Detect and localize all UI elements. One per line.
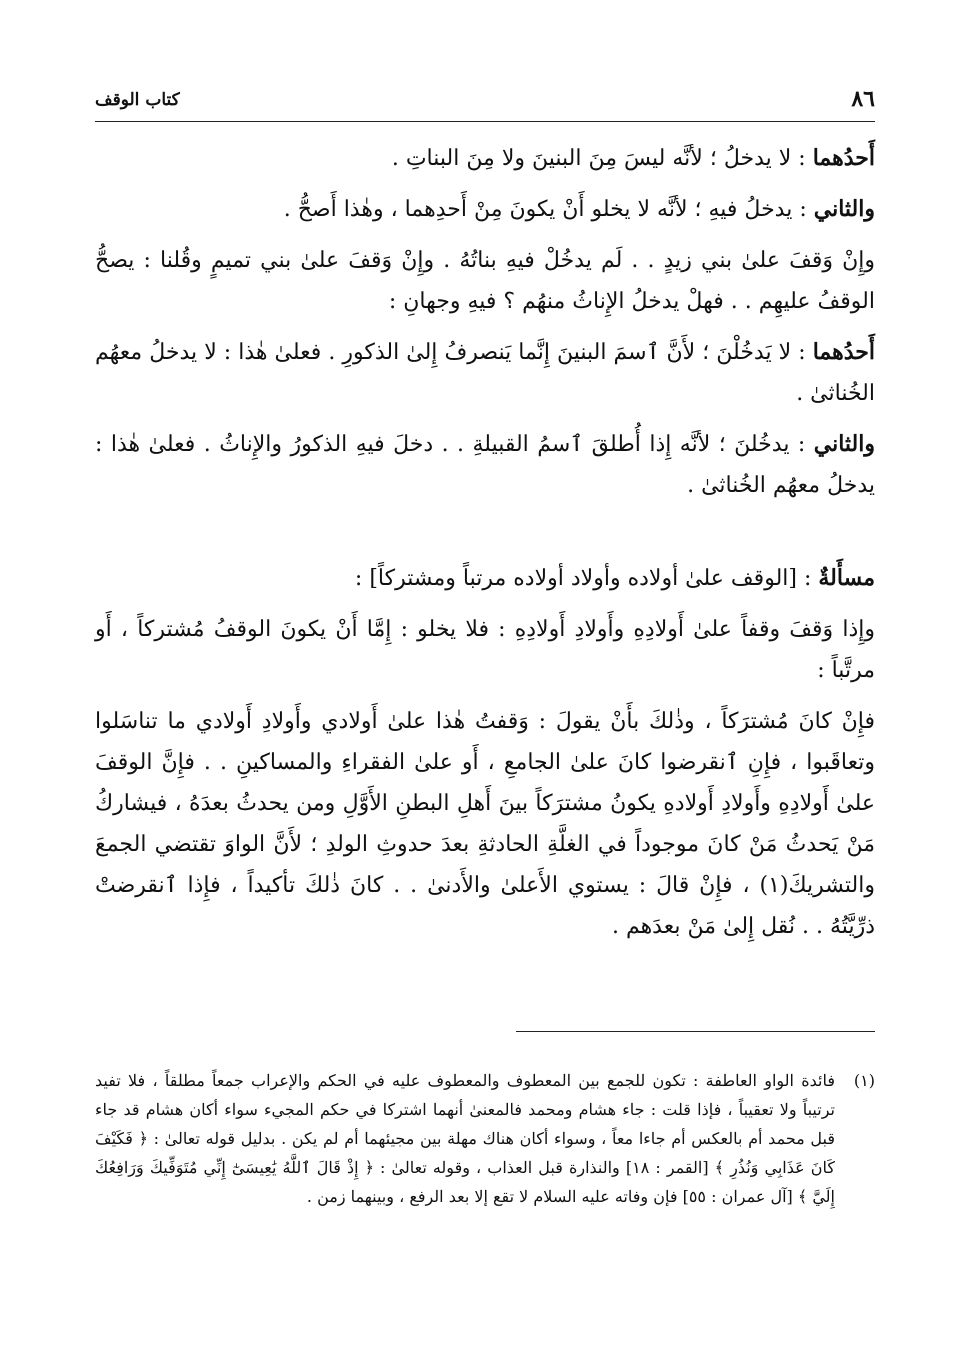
paragraph-text: : لا يدخلُ ؛ لأنَّه ليسَ مِنَ البنينَ ولا مِنَ البناتِ .: [391, 146, 813, 171]
paragraph-term: والثاني: [813, 431, 875, 457]
paragraph-term: أَحدُهما: [812, 339, 875, 365]
paragraph-first-opinion: [95, 138, 875, 179]
page-header: [95, 86, 875, 116]
masala-title: : [الوقف علىٰ أولاده وأولاد أولاده مرتباً ومشتركاً] :: [354, 566, 819, 591]
paragraph-text: : يدخلُ فيهِ ؛ لأنَّه لا يخلو أَنْ يكونَ مِنْ أَحدِهما ، وهٰذا أَصحُّ .: [283, 197, 814, 222]
footnote-number: (١): [853, 1071, 875, 1090]
paragraph-second-view: [95, 424, 875, 506]
masala-label: مسأَلةٌ: [818, 565, 875, 591]
masala-heading: [95, 558, 875, 599]
masala-paragraph-intro: وإِذا وَقفَ وقفاً علىٰ أَولادِهِ وأَولادِ أَولادِهِ : فلا يخلو : إِمَّا أَنْ يكونَ الوقفُ مُشتركاً ، أَو مرتَّباً :: [95, 617, 875, 683]
paragraph-term: والثاني: [813, 196, 875, 222]
page-number: ٨٦: [851, 86, 875, 112]
footnote: [95, 1066, 875, 1211]
main-text: [95, 138, 875, 957]
paragraph-first-view: [95, 332, 875, 414]
paragraph-text: وإِنْ وَقفَ علىٰ بني زيدٍ . . لَم يدخُلْ فيهِ بناتُهُ . وإِنْ وَقفَ علىٰ بني تميمٍ وقُلنا : يصحُّ الوقفُ عليهِم . . فهلْ يدخلُ الإِناثُ منهُم ؟ فيهِ وجهانِ :: [95, 248, 875, 314]
masala-paragraph-shared: فإِنْ كانَ مُشترَكاً ، وذٰلكَ بأَنْ يقولَ : وَقفتُ هٰذا علىٰ أَولادي وأَولادِ أَولادي ما تناسَلوا وتعاقَبوا ، فإِنِ ٱنقرضوا كانَ علىٰ الجامعِ ، أَو علىٰ الفقراءِ والمساكينِ . . فإِنَّ الوقفَ علىٰ أَولادِهِ وأَولادِ أَولادهِ يكونُ مشترَكاً بينَ أَهلِ البطنِ الأَوَّلِ ومن يحدثُ بعدَهُ ، فيشاركُ مَنْ يَحدثُ مَنْ كانَ موجوداً في الغلَّةِ الحادثةِ بعدَ حدوثِ الولدِ ؛ لأَنَّ الواوَ تقتضي الجمعَ والتشريكَ(١) ، فإِنْ قالَ : يستوي الأَعلىٰ والأَدنىٰ . . كانَ ذٰلكَ تأكيداً ، فإِذا ٱنقرضتْ ذرِّيَّتُهُ . . نُقل إِلىٰ مَنْ بعدَهم .: [95, 709, 875, 939]
paragraph-second-opinion: [95, 189, 875, 230]
paragraph-term: أَحدُهما: [812, 145, 875, 171]
header-divider: [95, 121, 875, 122]
paragraph-text: : لا يَدخُلْنَ ؛ لأَنَّ ٱسمَ البنينَ إِنَّما يَنصرفُ إِلىٰ الذكورِ . فعلىٰ هٰذا : لا يدخلُ معهُم الخُناثىٰ .: [95, 340, 875, 406]
footnote-text: فائدة الواو العاطفة : تكون للجمع بين المعطوف والمعطوف عليه في الحكم والإعراب جمعاً مطلقاً ، فلا تفيد ترتيباً ولا تعقيباً ، فإذا قلت : جاء هشام ومحمد فالمعنىٰ أنهما اشتركا في حكم المجيء سواء أكان هشام قد جاء قبل محمد أم بالعكس أم جاءا معاً ، وسواء أكان هناك مهلة بين مجيئهما أم لم يكن . بدليل قوله تعالىٰ : ﴿ فَكَيْفَ كَانَ عَذَابِي وَنُذُرِ ﴾ [القمر : ١٨] والنذارة قبل العذاب ، وقوله تعالىٰ : ﴿ إِذْ قَالَ ٱللَّهُ يَٰعِيسَىٰٓ إِنِّي مُتَوَفِّيكَ وَرَافِعُكَ إِلَيَّ ﴾ [آل عمران : ٥٥] فإن وفاته عليه السلام لا تقع إلا بعد الرفع ، وبينهما زمن .: [95, 1071, 836, 1206]
paragraph-bani-zayd: [95, 240, 875, 322]
running-title: كتاب الوقف: [95, 90, 180, 110]
footnote-divider: [516, 1031, 875, 1032]
paragraph-text: : يدخُلنَ ؛ لأنَّه إِذا أُطلقَ ٱسمُ القبيلةِ . . دخلَ فيهِ الذكورُ والإِناثُ . فعلىٰ هٰذا : يدخلُ معهُم الخُناثىٰ .: [95, 432, 875, 498]
